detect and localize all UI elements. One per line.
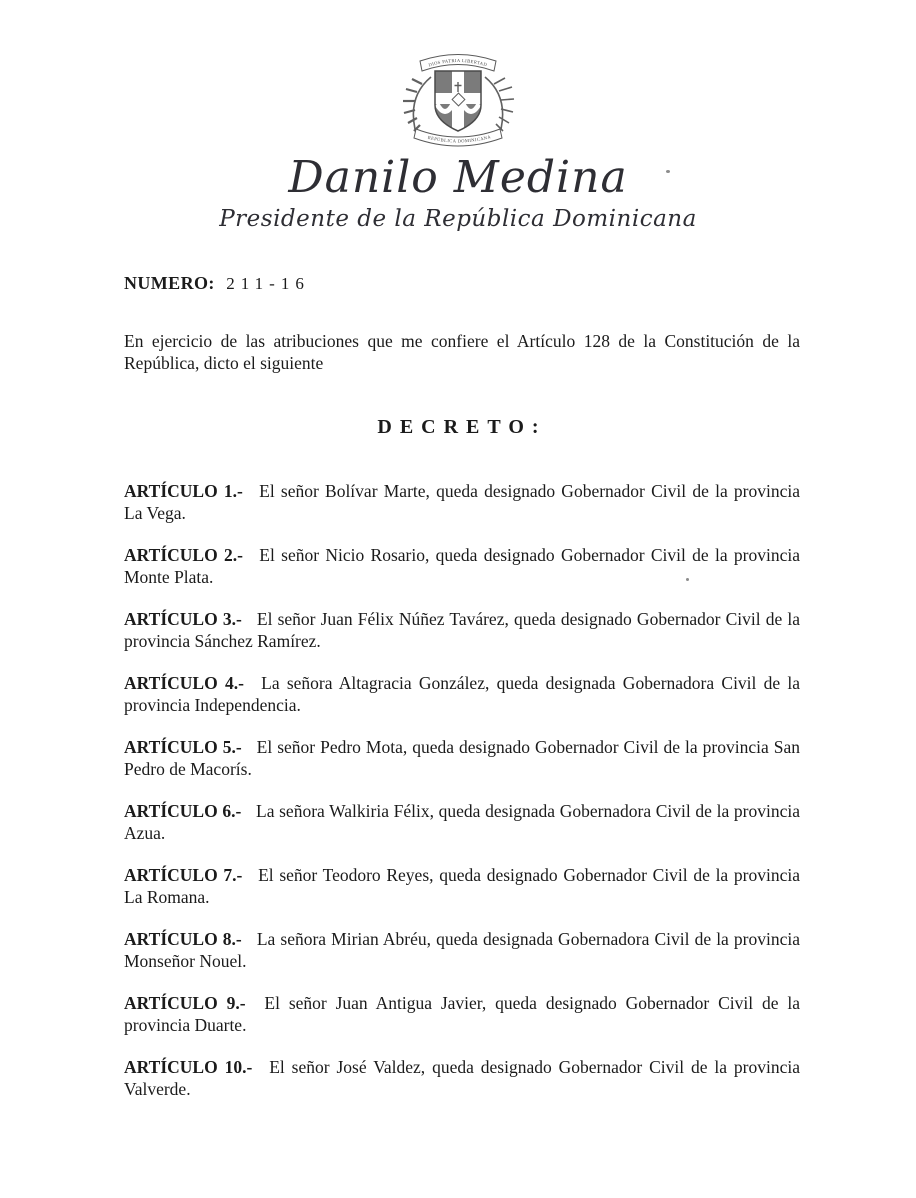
- article-paragraph-9: [124, 993, 800, 1036]
- article-text: La señora Altagracia González, queda designada Gobernadora Civil de la provincia Independencia.: [124, 673, 801, 715]
- article-paragraph-10: [124, 1057, 800, 1100]
- article-text: La señora Mirian Abréu, queda designada Gobernadora Civil de la provincia Monseñor Nouel.: [124, 929, 801, 971]
- article-label: ARTÍCULO 10.-: [124, 1057, 253, 1077]
- signature-title: Presidente de la República Dominicana: [219, 206, 697, 232]
- article-label: ARTÍCULO 7.-: [124, 865, 243, 885]
- article-text: El señor José Valdez, queda designado Gobernador Civil de la provincia Valverde.: [124, 1057, 801, 1099]
- dominican-republic-coat-of-arms-icon: [388, 46, 528, 152]
- article-label: ARTÍCULO 5.-: [124, 737, 242, 757]
- letterhead: [0, 0, 916, 234]
- article-label: ARTÍCULO 6.-: [124, 801, 242, 821]
- articles-list: [124, 481, 800, 1100]
- article-paragraph-7: [124, 865, 800, 908]
- article-paragraph-4: [124, 673, 800, 716]
- signature-name: Danilo Medina: [288, 152, 628, 203]
- article-label: ARTÍCULO 4.-: [124, 673, 244, 693]
- article-text: El señor Juan Félix Núñez Tavárez, queda designado Gobernador Civil de la provincia Sánchez Ramírez.: [124, 609, 801, 651]
- article-text: El señor Nicio Rosario, queda designado Gobernador Civil de la provincia Monte Plata.: [124, 545, 801, 587]
- article-paragraph-8: [124, 929, 800, 972]
- scan-artifact-dot: [666, 170, 670, 173]
- article-label: ARTÍCULO 1.-: [124, 481, 243, 501]
- article-label: ARTÍCULO 8.-: [124, 929, 242, 949]
- decree-number-label: NUMERO:: [124, 273, 215, 293]
- article-label: ARTÍCULO 3.-: [124, 609, 242, 629]
- decree-intro: En ejercicio de las atribuciones que me confiere el Artículo 128 de la Constitución de la República, dicto el siguiente: [124, 331, 800, 373]
- article-paragraph-5: [124, 737, 800, 780]
- laurel-branch: [403, 77, 431, 131]
- decree-number-line: [124, 272, 800, 295]
- article-text: El señor Pedro Mota, queda designado Gobernador Civil de la provincia San Pedro de Macorís.: [124, 737, 801, 779]
- article-text: La señora Walkiria Félix, queda designada Gobernadora Civil de la provincia Azua.: [124, 801, 801, 843]
- article-paragraph-2: [124, 545, 800, 588]
- palm-branch: [485, 77, 514, 131]
- article-label: ARTÍCULO 2.-: [124, 545, 243, 565]
- emblem-motto-top: DIOS PATRIA LIBERTAD: [427, 57, 488, 68]
- scan-artifact-dot: [686, 578, 689, 581]
- emblem-motto-bottom: REPÚBLICA DOMINICANA: [427, 134, 492, 144]
- decree-number-value: 211-16: [226, 274, 310, 293]
- article-paragraph-1: [124, 481, 800, 524]
- article-text: El señor Bolívar Marte, queda designado Gobernador Civil de la provincia La Vega.: [124, 481, 801, 523]
- decree-body: [0, 272, 916, 1100]
- decree-heading: DECRETO:: [377, 416, 547, 438]
- article-text: El señor Teodoro Reyes, queda designado Gobernador Civil de la provincia La Romana.: [124, 865, 800, 907]
- article-paragraph-3: [124, 609, 800, 652]
- article-paragraph-6: [124, 801, 800, 844]
- article-label: ARTÍCULO 9.-: [124, 993, 246, 1013]
- article-text: El señor Juan Antigua Javier, queda designado Gobernador Civil de la provincia Duarte.: [124, 993, 800, 1035]
